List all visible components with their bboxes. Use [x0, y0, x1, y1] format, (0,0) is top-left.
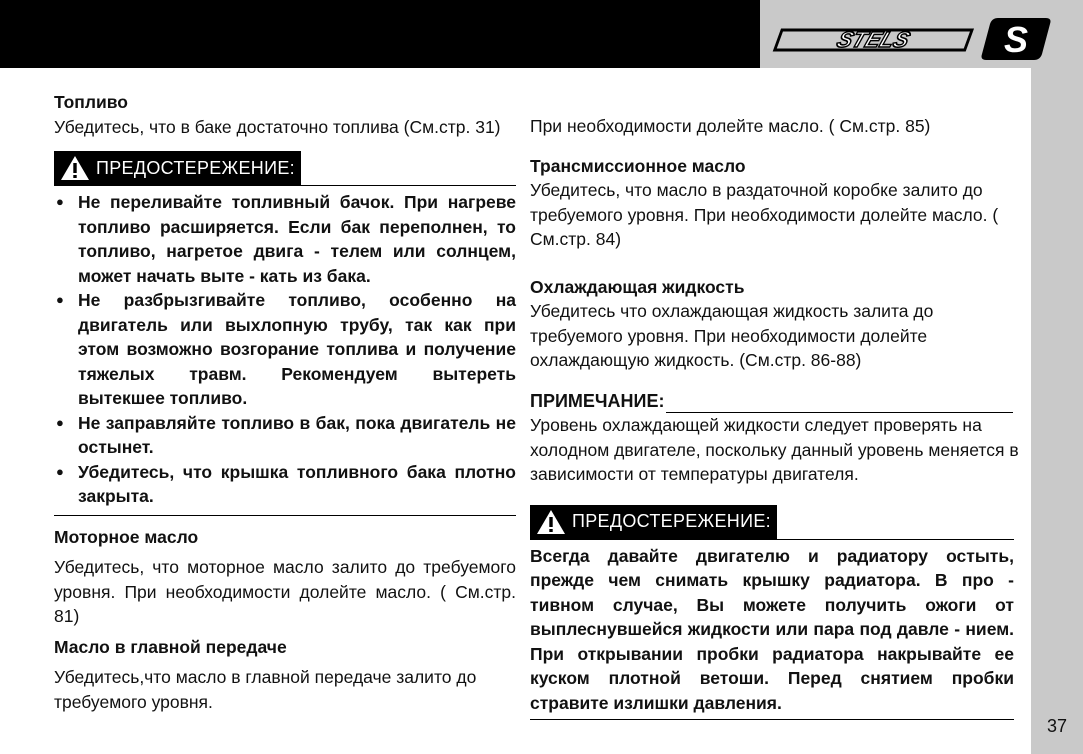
- section-divider: [54, 515, 516, 550]
- note-underline: [666, 395, 1013, 413]
- fuel-title: Топливо: [54, 92, 128, 112]
- warning-icon: [60, 155, 90, 181]
- svg-text:S: S: [1003, 19, 1029, 60]
- gear-oil-title: Масло в главной передаче: [54, 636, 287, 657]
- warning-label: ПРЕДОСТЕРЕЖЕНИЕ: [572, 511, 766, 532]
- transmission-title: Трансмиссионное масло: [530, 155, 746, 176]
- engine-oil-text: Убедитесь, что моторное масло залито до требуемого уровня. При необходимости долейте масло. ( См.стр. 81): [54, 557, 516, 626]
- fuel-warning-header: [54, 151, 516, 186]
- fuel-warning-list: [54, 190, 516, 509]
- coolant-title: Охлаждающая жидкость: [530, 276, 745, 297]
- svg-text:STELS: STELS: [833, 26, 914, 52]
- list-item: ● Не заправляйте топливо в бак, пока двигатель не остынет.: [54, 411, 516, 460]
- page-sidebar: [1031, 68, 1083, 754]
- continued-text: При необходимости долейте масло. ( См.стр. 85): [530, 116, 931, 136]
- header-bar: [0, 0, 760, 68]
- stels-logo: [760, 0, 1083, 68]
- list-item: ● Не разбрызгивайте топливо, особенно на двигатель или выхлопную трубу, так как при этом возможно возгорание топлива и получение тяжелых травм. Рекомендуем вытереть вытекшее топливо.: [54, 288, 516, 411]
- warning-colon: :: [765, 511, 771, 532]
- logo-panel: [760, 0, 1083, 68]
- list-item: ● Не переливайте топливный бачок. При нагреве топливо расширяется. Если бак переполнен, то топливо, нагретое двига - телем или солнцем, может начать выте - кать из бака.: [54, 190, 516, 288]
- warning-label: ПРЕДОСТЕРЕЖЕНИЕ: [96, 157, 290, 178]
- transmission-text: Убедитесь, что масло в раздаточной коробке залито до требуемого уровня. При необходимости долейте масло. ( См.стр. 84): [530, 180, 999, 249]
- warning-colon: :: [289, 157, 295, 178]
- left-column: [54, 90, 516, 714]
- list-item: ● Убедитесь, что крышка топливного бака плотно закрыта.: [54, 460, 516, 509]
- note-title: ПРИМЕЧАНИЕ:: [530, 390, 665, 411]
- gear-oil-text: Убедитесь,что масло в главной передаче залито до требуемого уровня.: [54, 667, 477, 712]
- engine-oil-title: Моторное масло: [54, 526, 199, 547]
- coolant-warning-text: Всегда давайте двигателю и радиатору остыть, прежде чем снимать крышку радиатора. В про - тивном случае, Вы можете получить ожоги от выплеснувшейся жидкости или пара под давле - нием. При открывании пробки радиатора накрывайте ее куском плотной ветоши. Перед снятием пробки стравите излишки давления.: [530, 544, 1014, 721]
- note-text: Уровень охлаждающей жидкости следует проверять на холодном двигателе, поскольку данный уровень меняется в зависимости от температуры двигателя.: [530, 415, 1019, 484]
- warning-icon: [536, 509, 566, 535]
- right-column: [530, 114, 1020, 720]
- coolant-warning-header: [530, 505, 1014, 540]
- coolant-text: Убедитесь что охлаждающая жидкость залита до требуемого уровня. При необходимости долейте охлаждающую жидкость. (См.стр. 86-88): [530, 301, 934, 370]
- page-number: 37: [1046, 716, 1068, 736]
- fuel-text: Убедитесь, что в баке достаточно топлива (См.стр. 31): [54, 116, 501, 137]
- note-header: [530, 389, 1013, 414]
